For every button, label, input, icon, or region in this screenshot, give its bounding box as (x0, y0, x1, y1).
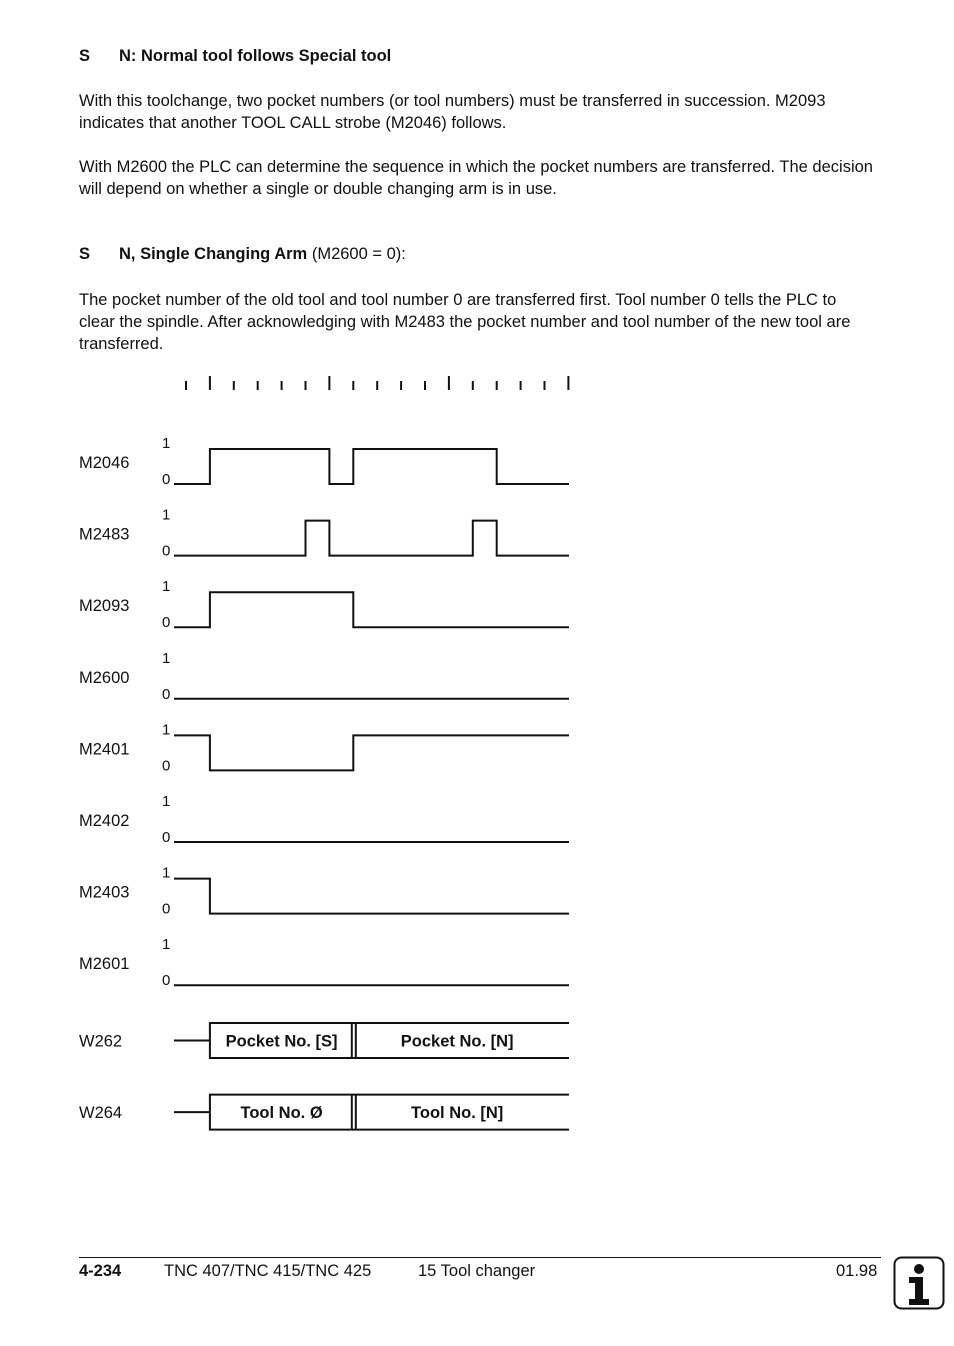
footer-page-number: 4-234 (79, 1262, 122, 1280)
heading-s: S (79, 245, 91, 263)
word-value-first: Pocket No. [S] (225, 1032, 338, 1051)
level-high-label: 1 (162, 578, 171, 596)
level-high-label: 1 (162, 864, 171, 882)
signal-waveform (174, 449, 569, 484)
level-high-label: 1 (162, 793, 171, 810)
level-high-label: 1 (162, 506, 171, 524)
signal-name: M2401 (79, 740, 130, 759)
footer-rule (79, 1257, 881, 1258)
footer-chapter: 15 Tool changer (418, 1262, 536, 1280)
signal-name: M2483 (79, 525, 130, 544)
footer-date: 01.98 (836, 1262, 878, 1280)
signal-name: M2403 (79, 883, 130, 902)
signal-waveform (174, 879, 569, 914)
level-low-label: 0 (162, 685, 171, 703)
level-low-label: 0 (162, 614, 171, 632)
signal-name: M2600 (79, 668, 130, 687)
paragraph-single-arm: The pocket number of the old tool and tool number 0 are transferred first. Tool number 0 tells the PLC to clear the spindle. After acknowledging with M2483 the pocket number and tool number of the new tool are transferred. (79, 291, 851, 353)
signal-name: M2046 (79, 454, 130, 472)
heading-normal: (M2600 = 0): (311, 245, 406, 263)
signal-waveform (174, 592, 569, 627)
signal-waveform (174, 521, 569, 556)
level-high-label: 1 (162, 936, 171, 954)
word-value-second: Tool No. [N] (411, 1104, 504, 1123)
level-low-label: 0 (162, 757, 171, 775)
paragraph-toolchange: With this toolchange, two pocket numbers (or tool numbers) must be transferred in succession. M2093 indicates that another TOOL CALL strobe (M2046) follows. (79, 92, 826, 132)
footer-model: TNC 407/TNC 415/TNC 425 (164, 1262, 372, 1280)
signal-name: M2093 (79, 597, 130, 616)
level-high-label: 1 (162, 721, 171, 739)
level-low-label: 0 (162, 972, 171, 990)
paragraph-m2600: With M2600 the PLC can determine the sequence in which the pocket numbers are transferred. The decision will depend on whether a single or double changing arm is in use. (79, 158, 873, 198)
heading-s: S (79, 47, 91, 65)
word-name: W262 (79, 1032, 123, 1051)
signal-name: M2601 (79, 955, 130, 974)
heading-bold: N, Single Changing Arm (119, 245, 308, 263)
level-low-label: 0 (162, 542, 171, 560)
word-value-first: Tool No. Ø (240, 1104, 323, 1123)
word-name: W264 (79, 1104, 123, 1123)
level-low-label: 0 (162, 829, 171, 846)
level-high-label: 1 (162, 649, 171, 667)
signal-waveform (174, 735, 569, 770)
level-low-label: 0 (162, 471, 171, 488)
heading-text: N: Normal tool follows Special tool (119, 47, 392, 65)
info-icon[interactable] (893, 1256, 945, 1310)
signal-name: M2402 (79, 812, 130, 830)
level-high-label: 1 (162, 435, 171, 452)
level-low-label: 0 (162, 900, 171, 918)
word-value-second: Pocket No. [N] (400, 1032, 514, 1051)
